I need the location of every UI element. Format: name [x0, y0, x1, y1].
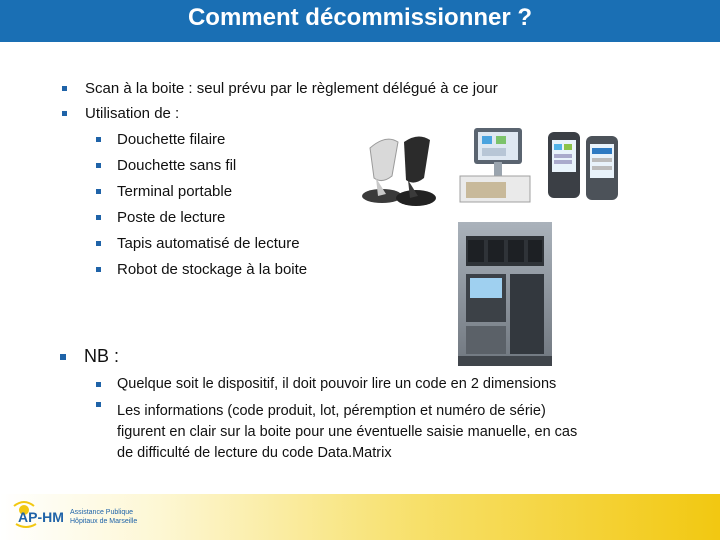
sub-bullet-text: Poste de lecture	[117, 209, 226, 226]
reading-station-icon	[446, 122, 538, 212]
bullet-square-icon	[96, 402, 101, 407]
sub-bullet-text: Douchette filaire	[117, 131, 226, 148]
bullet-text: Scan à la boite : seul prévu par le règlement délégué à ce jour	[85, 80, 498, 97]
paragraph-line: de difficulté de lecture du code Data.Matrix	[117, 445, 392, 461]
nb-sub-paragraph	[117, 401, 577, 464]
sub-bullet-text: Douchette sans fil	[117, 157, 237, 174]
nb-sub-bullet	[96, 376, 556, 392]
aphm-logo	[10, 496, 150, 536]
sub-bullet-text: Quelque soit le dispositif, il doit pouvoir lire un code en 2 dimensions	[117, 376, 557, 392]
sub-bullet	[96, 261, 307, 278]
reading-station-image	[446, 122, 538, 212]
storage-robot-image	[458, 222, 552, 366]
sub-bullet-text: Robot de stockage à la boite	[117, 261, 308, 278]
bullet-utilisation	[62, 105, 179, 122]
logo-caption-line: Hôpitaux de Marseille	[70, 518, 138, 525]
logo-mark: AP-HM	[18, 509, 64, 525]
handheld-terminal-icon	[542, 126, 624, 210]
bullet-square-icon	[96, 267, 101, 272]
bullet-text: Utilisation de :	[85, 105, 180, 122]
bullet-scan	[62, 80, 498, 97]
paragraph-line: figurent en clair sur la boite pour une éventuelle saisie manuelle, en cas	[117, 424, 578, 440]
bullet-square-icon	[96, 137, 101, 142]
bullet-square-icon	[62, 86, 67, 91]
sub-bullet-text: Terminal portable	[117, 183, 233, 200]
bullet-square-icon	[96, 241, 101, 246]
logo-caption	[70, 508, 137, 526]
bullet-square-icon	[96, 189, 101, 194]
bullet-square-icon	[62, 111, 67, 116]
bullet-square-icon	[96, 163, 101, 168]
sub-bullet-text: Tapis automatisé de lecture	[117, 235, 300, 252]
sub-bullet	[96, 157, 236, 174]
slide-title: Comment décommissionner ?	[187, 4, 533, 31]
bullet-square-icon	[60, 354, 66, 360]
sub-bullet	[96, 209, 225, 226]
storage-robot-icon	[458, 222, 552, 366]
barcode-scanner-image	[352, 126, 442, 210]
sub-bullet	[96, 131, 225, 148]
logo-caption-line: Assistance Publique	[70, 509, 134, 516]
sub-bullet	[96, 235, 300, 252]
sub-bullet	[96, 183, 232, 200]
nb-sub-bullet	[96, 402, 101, 407]
paragraph-line: Les informations (code produit, lot, péremption et numéro de série)	[117, 403, 546, 419]
handheld-terminal-image	[542, 126, 624, 210]
bullet-text: NB :	[84, 346, 120, 366]
bullet-nb	[60, 346, 119, 367]
barcode-scanner-icon	[352, 126, 442, 210]
bullet-square-icon	[96, 382, 101, 387]
bullet-square-icon	[96, 215, 101, 220]
